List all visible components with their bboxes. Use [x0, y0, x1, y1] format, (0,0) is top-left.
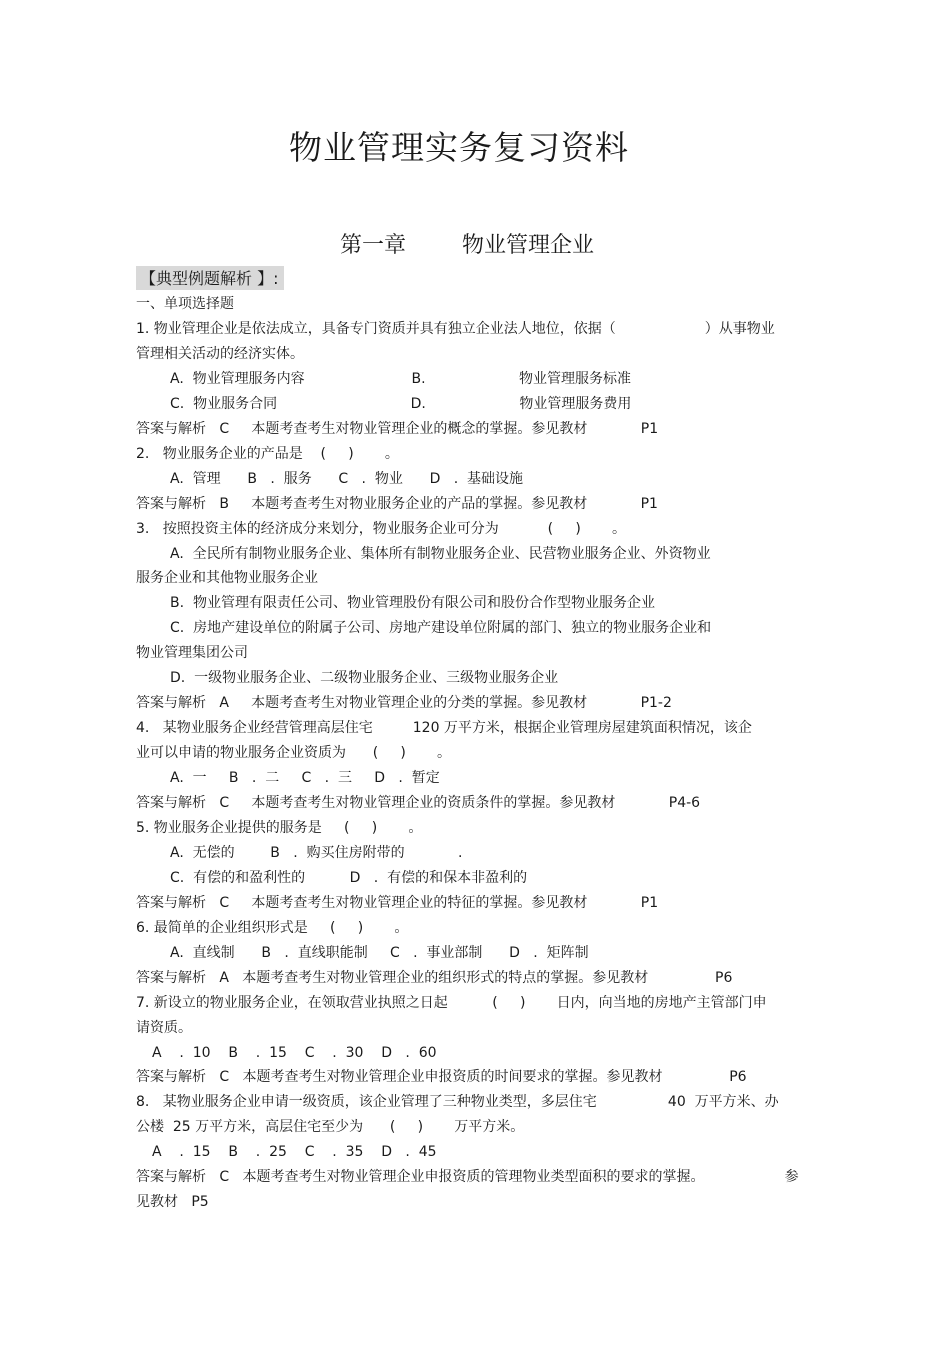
text-line: 服务企业和其他物业服务企业 — [136, 570, 318, 587]
text-line: 答案与解析 A 本题考查考生对物业管理企业的分类的掌握。参见教材 P1-2 — [136, 695, 672, 712]
text-line: 请资质。 — [136, 1019, 192, 1036]
text-line: A . 15 B . 25 C . 35 D . 45 — [152, 1144, 437, 1161]
text-line: 答案与解析 A 本题考查考生对物业管理企业的组织形式的特点的掌握。参见教材 P6 — [136, 969, 733, 986]
text-line: C. 房地产建设单位的附属子公司、房地产建设单位附属的部门、独立的物业服务企业和 — [170, 620, 712, 637]
text-line: 物业管理集团公司 — [136, 645, 248, 662]
text-line: A. 物业管理服务内容 B. 物业管理服务标准 — [170, 370, 631, 387]
text-line: B. 物业管理有限责任公司、物业管理股份有限公司和股份合作型物业服务企业 — [170, 595, 655, 612]
text-line: C. 有偿的和盈利性的 D . 有偿的和保本非盈利的 — [170, 869, 528, 886]
text-line: A. 直线制 B . 直线职能制 C . 事业部制 D . 矩阵制 — [170, 944, 589, 961]
section-label: 【典型例题解析 】: — [136, 266, 284, 290]
text-line: 答案与解析 C 本题考查考生对物业管理企业的概念的掌握。参见教材 P1 — [136, 420, 659, 437]
text-line: A. 管理 B . 服务 C . 物业 D . 基础设施 — [170, 470, 524, 487]
text-line: 7. 新设立的物业服务企业，在领取营业执照之日起 ( ) 日内，向当地的房地产主管部门申 — [136, 994, 767, 1011]
text-line: 一、单项选择题 — [136, 296, 234, 312]
text-line: 答案与解析 C 本题考查考生对物业管理企业申报资质的管理物业类型面积的要求的掌握。 参 — [136, 1169, 799, 1186]
text-line: 见教材 P5 — [136, 1194, 209, 1211]
text-line: 答案与解析 C 本题考查考生对物业管理企业的特征的掌握。参见教材 P1 — [136, 894, 659, 911]
document-title: 物业管理实务复习资料 — [289, 128, 629, 167]
text-line: 答案与解析 B 本题考查考生对物业服务企业的产品的掌握。参见教材 P1 — [136, 495, 658, 512]
chapter-heading: 第一章 物业管理企业 — [340, 233, 594, 258]
text-line: 公楼 25 万平方米，高层住宅至少为 ( ) 万平方米。 — [136, 1119, 525, 1136]
text-line: 答案与解析 C 本题考查考生对物业管理企业的资质条件的掌握。参见教材 P4-6 — [136, 795, 701, 811]
text-line: D. 一级物业服务企业、二级物业服务企业、三级物业服务企业 — [170, 670, 559, 687]
text-line: 1. 物业管理企业是依法成立，具备专门资质并具有独立企业法人地位，依据（ ）从事物业 — [136, 320, 775, 337]
text-line: 3. 按照投资主体的经济成分来划分，物业服务企业可分为 ( ) 。 — [136, 520, 626, 537]
text-line: 4. 某物业服务企业经营管理高层住宅 120 万平方米，根据企业管理房屋建筑面积情况，该企 — [136, 720, 752, 737]
text-line: 6. 最简单的企业组织形式是 ( ) 。 — [136, 919, 409, 936]
text-line: 答案与解析 C 本题考查考生对物业管理企业申报资质的时间要求的掌握。参见教材 P6 — [136, 1069, 747, 1086]
text-line: 管理相关活动的经济实体。 — [136, 345, 304, 362]
text-line: A. 一 B . 二 C . 三 D . 暂定 — [170, 770, 440, 787]
text-line: A . 10 B . 15 C . 30 D . 60 — [152, 1044, 437, 1061]
text-line: C. 物业服务合同 D. 物业管理服务费用 — [170, 395, 632, 412]
text-line: A. 全民所有制物业服务企业、集体所有制物业服务企业、民营物业服务企业、外资物业 — [170, 545, 711, 562]
text-line: 5. 物业服务企业提供的服务是 ( ) 。 — [136, 819, 423, 836]
text-line: A. 无偿的 B . 购买住房附带的 . — [170, 844, 463, 861]
text-line: 2. 物业服务企业的产品是 ( ) 。 — [136, 445, 399, 462]
text-line: 业可以申请的物业服务企业资质为 ( ) 。 — [136, 745, 452, 762]
text-line: 8. 某物业服务企业申请一级资质，该企业管理了三种物业类型，多层住宅 40 万平方米、办 — [136, 1094, 779, 1111]
